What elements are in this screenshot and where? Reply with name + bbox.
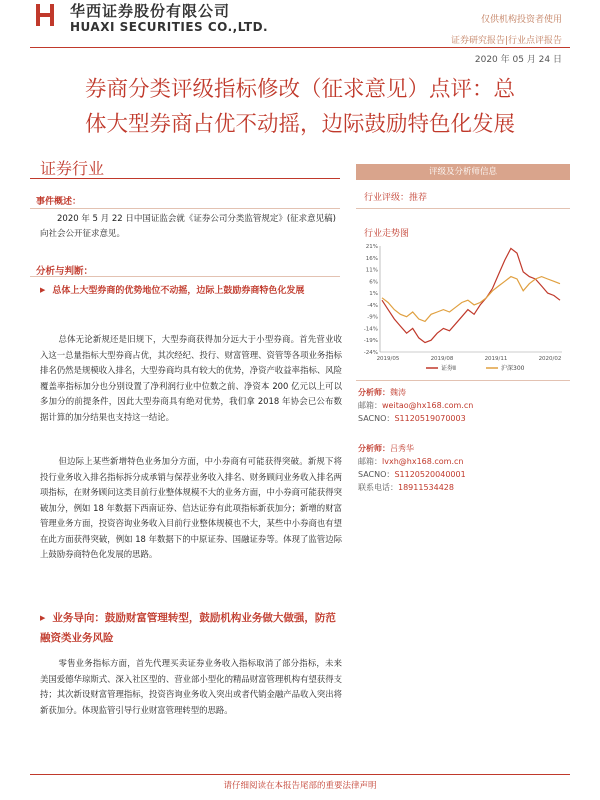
y-tick-label: -24% <box>363 350 378 356</box>
rating-divider <box>356 208 570 209</box>
analyst-2-email[interactable]: lvxh@hx168.com.cn <box>382 457 464 466</box>
y-tick-label: -9% <box>367 314 378 321</box>
chart-divider <box>356 380 570 381</box>
paragraph-3: 零售业务指标方面，首先代理买卖证券业务收入指标取消了部分指标，未来美国爱德华琼斯式、深入社区型的、营业部小型化的精品财富管理机构有望获得支持；其次新设财富管理指标，投资咨询业务收入突出或者代销金融产品收入突出将新获加分。体现监管引导行业财富管理转型的思路。 <box>40 658 342 715</box>
analyst-1-label: 分析师： <box>358 388 390 397</box>
y-tick-label: 21% <box>365 244 378 250</box>
x-tick-label: 2019/08 <box>430 356 454 362</box>
industry-trend-chart <box>356 240 570 376</box>
industry-rating <box>364 190 427 203</box>
report-type: 证券研究报告|行业点评报告 <box>450 36 562 46</box>
report-title <box>30 72 570 142</box>
analyst-1-sac: S1120519070003 <box>394 414 466 423</box>
industry-divider <box>30 178 340 179</box>
analyst-1-name: 魏涛 <box>390 388 406 397</box>
y-tick-label: -19% <box>363 338 378 345</box>
analyst-2-phone: 18911534428 <box>398 483 454 492</box>
audience-notice: 仅供机构投资者使用 <box>480 15 562 25</box>
bullet-1 <box>40 282 342 301</box>
analyst-1 <box>358 386 473 425</box>
x-tick-label: 2020/02 <box>538 356 562 362</box>
analyst-2-name: 吕秀华 <box>390 444 414 453</box>
footer-divider <box>30 774 570 775</box>
bullet-2 <box>40 609 342 648</box>
y-tick-label: 16% <box>365 255 378 262</box>
sidebar-header: 评级及分析师信息 <box>356 164 570 180</box>
y-tick-label: 6% <box>369 279 378 286</box>
x-tick-label: 2019/05 <box>376 356 400 362</box>
analyst-2-phone-label: 联系电话： <box>358 483 398 492</box>
analyst-2-label: 分析师： <box>358 444 390 453</box>
analyst-2 <box>358 442 466 494</box>
industry-label: 证券行业 <box>40 159 105 178</box>
y-tick-label: -4% <box>367 302 378 309</box>
bullet-arrow-icon: ▶ <box>40 286 46 294</box>
analyst-2-sac-label: SACNO： <box>358 470 395 479</box>
bullet-2-text: 业务导向：鼓励财富管理转型，鼓励机构业务做大做强，防范融资类业务风险 <box>40 612 336 644</box>
series-line-1 <box>382 248 560 342</box>
analyst-1-sac-label: SACNO： <box>358 414 395 423</box>
chart-title: 行业走势图 <box>364 229 410 239</box>
company-name-en: HUAXI SECURITIES CO.,LTD. <box>70 20 269 34</box>
header-divider <box>30 47 570 48</box>
legend-label-1: 证券Ⅱ <box>441 365 456 372</box>
analyst-1-email[interactable]: weitao@hx168.com.cn <box>382 401 474 410</box>
report-date: 2020 年 05 月 24 日 <box>474 55 562 65</box>
event-header: 事件概述： <box>36 197 82 207</box>
paragraph-1: 总体无论新规还是旧规下，大型券商获得加分远大于小型券商。首先营业收入这一总量指标大型券商占优，其次经纪、投行、财富管理、资管等各项业务指标排名仍然是规模收入排名，大型券商均具有较大的优势，净资产收益率指标、风险覆盖率指标加分也分别设置了净利润行业中位数之前、净资本 200 亿元以上可以多加分的前提条件，因此大型券商具有绝对优势，我们拿 2018 年协会已公布数据计算的加分结果也支持这一结论。 <box>40 334 342 422</box>
series-line-2 <box>382 277 560 322</box>
rating-value: 推荐 <box>409 193 428 203</box>
huaxi-logo <box>34 2 56 28</box>
legend-label-2: 沪深300 <box>501 365 525 372</box>
analyst-1-email-label: 邮箱： <box>358 401 382 410</box>
y-tick-label: 1% <box>369 291 378 298</box>
paragraph-2: 但边际上某些新增特色业务加分方面，中小券商有可能获得突破。新规下将投行业务收入排名指标拆分成承销与保荐业务收入排名、财务顾问业务收入排名两项指标，在财务顾问这类目前行业整体规模不大的业务方面，中小券商可能获得突破加分，例如 18 年数据下西南证券、信达证券有此项指标新获加分；新增的财富管理业务方面，投资咨询业务收入目前行业整体规模也不大，某些中小券商也有望在此方面获得突破，例如 18 年数据下的中原证券、国融证券等。体现了监管边际上鼓励券商特色化发展的思路。 <box>40 456 342 559</box>
title-line-1: 券商分类评级指标修改（征求意见）点评：总 <box>84 77 515 102</box>
event-divider <box>30 208 340 209</box>
y-tick-label: -14% <box>363 326 378 333</box>
event-text: 2020 年 5 月 22 日中国证监会就《证券公司分类监管规定》(征求意见稿)向社会公开征求意见。 <box>40 214 337 239</box>
y-tick-label: 11% <box>365 267 378 274</box>
analyst-2-sac: S1120520040001 <box>394 470 466 479</box>
x-tick-label: 2019/11 <box>484 356 508 362</box>
legal-notice-footer: 请仔细阅读在本报告尾部的重要法律声明 <box>223 781 377 791</box>
bullet-arrow-icon: ▶ <box>40 614 46 622</box>
analysis-header: 分析与判断： <box>36 266 94 277</box>
company-name-cn: 华西证券股份有限公司 <box>70 2 231 20</box>
rating-label: 行业评级： <box>364 193 410 203</box>
title-line-2: 体大型券商占优不动摇，边际鼓励特色化发展 <box>84 112 515 137</box>
analysis-divider <box>30 276 340 277</box>
bullet-1-text: 总体上大型券商的优势地位不动摇，边际上鼓励券商特色化发展 <box>52 286 305 296</box>
analyst-2-email-label: 邮箱： <box>358 457 382 466</box>
